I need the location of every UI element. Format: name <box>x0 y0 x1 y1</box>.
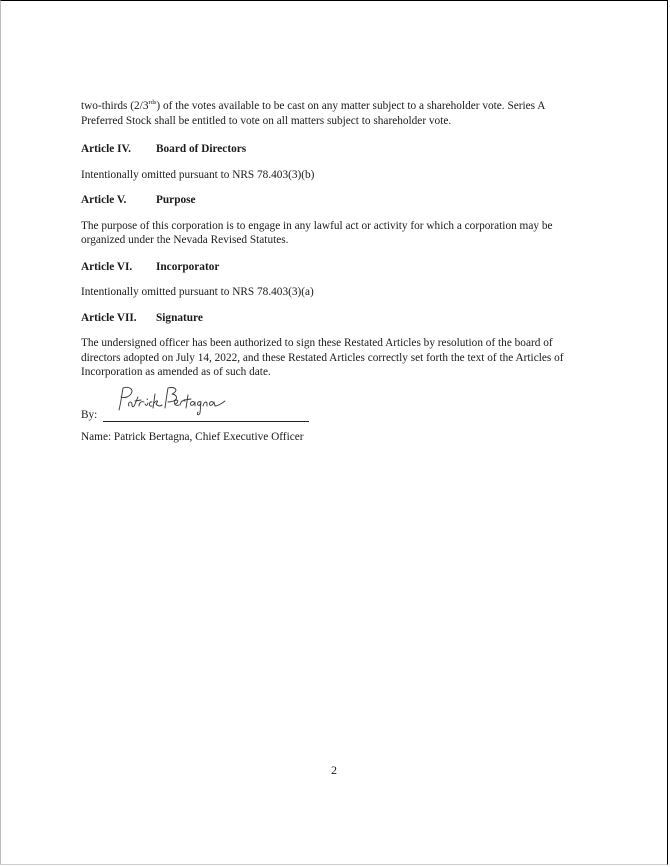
article-iv-text: Intentionally omitted pursuant to NRS 78.403(3)(b) <box>81 168 315 181</box>
signature-by-label: By: <box>81 408 98 421</box>
handwritten-signature <box>113 384 233 418</box>
signature-line <box>103 421 309 422</box>
article-vii-number: Article VII. <box>81 311 137 324</box>
page-number: 2 <box>331 763 337 777</box>
article-v-text: The purpose of this corporation is to engage in any lawful act or activity for which a corporation may be organized under the Nevada Revised Statutes. <box>81 219 553 246</box>
article-vi-heading <box>81 260 571 275</box>
article-vii-title: Signature <box>156 311 203 324</box>
article-v-heading <box>81 193 571 208</box>
article-v-number: Article V. <box>81 194 127 206</box>
article-vii-heading <box>81 311 571 326</box>
article-vii-text: The undersigned officer has been authorized to sign these Restated Articles by resolution of the board of directors adopted on July 14, 2022, and these Restated Articles correctly set forth the text of the Articles of Incorporation as amended as of such date. <box>81 337 564 378</box>
signature-block <box>81 390 571 430</box>
article-vi-title: Incorporator <box>156 260 220 273</box>
article-v-title: Purpose <box>156 194 196 206</box>
article-vi-number: Article VI. <box>81 260 133 273</box>
signatory-name: Name: Patrick Bertagna, Chief Executive Officer <box>81 430 304 443</box>
intro-text-start: two-thirds (2/3 <box>81 100 149 112</box>
intro-superscript: rds <box>148 99 157 107</box>
intro-text-end: ) of the votes available to be cast on any matter subject to a shareholder vote. Series A Preferred Stock shall be entitled to vote on all matters subject to shareholder vote. <box>81 100 545 127</box>
article-iv-title: Board of Directors <box>156 143 247 155</box>
article-iv-heading <box>81 142 571 157</box>
document-body <box>81 99 571 444</box>
intro-paragraph <box>81 99 571 128</box>
article-vi-text: Intentionally omitted pursuant to NRS 78.403(3)(a) <box>81 286 314 298</box>
article-iv-number: Article IV. <box>81 143 131 155</box>
